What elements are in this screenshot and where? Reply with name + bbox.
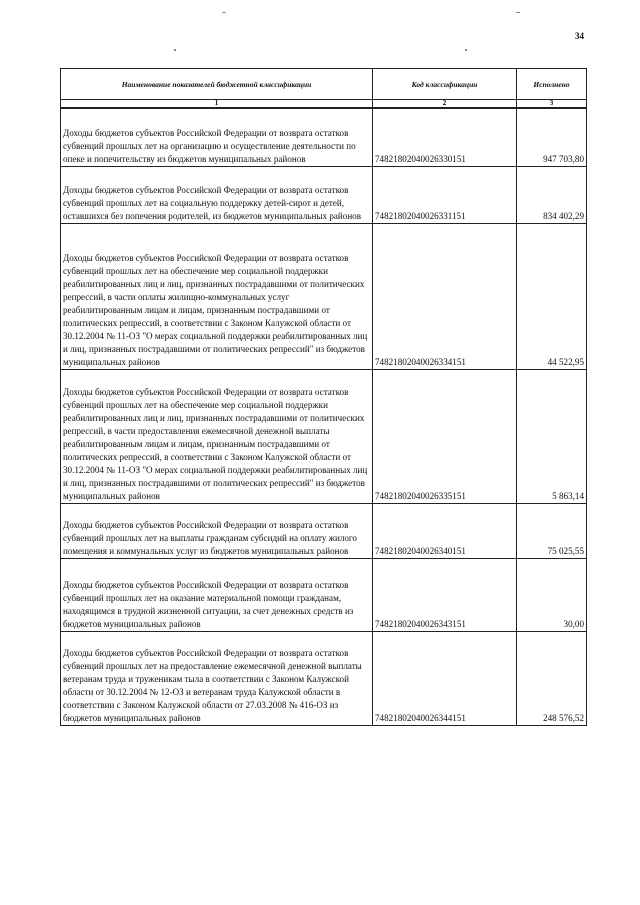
row-executed: 44 522,95: [517, 223, 587, 369]
column-number: 1: [61, 100, 373, 109]
table-row: [61, 166, 587, 223]
page-number: 34: [575, 31, 584, 41]
scan-speck: [516, 12, 520, 13]
row-name: Доходы бюджетов субъектов Российской Федерации от возврата остатков субвенций прошлых лет на обеспечение мер социальной поддержки реабилитированных лиц и лиц, признанных пострадавшими от политических репрессий, в части оплаты жилищно-коммунальных услуг реабилитированным лицам и лицам, признанным пострадавшими от политических репрессий, в соответствии с Законом Калужской области от 30.12.2004 № 11-ОЗ "О мерах социальной поддержки реабилитированных лиц и лиц, признанных пострадавшими от политических репрессий" из бюджетов муниципальных районов: [61, 223, 373, 369]
row-executed: 30,00: [517, 558, 587, 631]
row-executed: 834 402,29: [517, 166, 587, 223]
table-row: [61, 558, 587, 631]
row-code: 74821802040026343151: [373, 558, 517, 631]
row-name: Доходы бюджетов субъектов Российской Федерации от возврата остатков субвенций прошлых лет на выплаты гражданам субсидий на оплату жилого помещения и коммунальных услуг из бюджетов муниципальных районов: [61, 503, 373, 558]
table-row: [61, 223, 587, 369]
table-row: [61, 503, 587, 558]
row-name: Доходы бюджетов субъектов Российской Федерации от возврата остатков субвенций прошлых лет на социальную поддержку детей-сирот и детей, оставшихся без попечения родителей, из бюджетов муниципальных районов: [61, 166, 373, 223]
table-row: [61, 631, 587, 725]
column-number: 2: [373, 100, 517, 109]
budget-table: [60, 68, 587, 726]
header-name: Наименование показателей бюджетной классификации: [61, 69, 373, 100]
row-executed: 248 576,52: [517, 631, 587, 725]
row-code: 74821802040026340151: [373, 503, 517, 558]
header-executed: Исполнено: [517, 69, 587, 100]
scan-speck: [465, 49, 467, 51]
scan-speck: [222, 12, 226, 13]
scan-speck: [174, 49, 176, 51]
header-row: [61, 69, 587, 100]
row-executed: 75 025,55: [517, 503, 587, 558]
row-name: Доходы бюджетов субъектов Российской Федерации от возврата остатков субвенций прошлых лет на обеспечение мер социальной поддержки реабилитированных лиц и лиц, признанных пострадавшими от политических репрессий, в части предоставления ежемесячной денежной выплаты реабилитированным лицам и лицам, признанным пострадавшими от политических репрессий, в соответствии с Законом Калужской области от 30.12.2004 № 11-ОЗ "О мерах социальной поддержки реабилитированных лиц и лиц, признанных пострадавшими от политических репрессий" из бюджетов муниципальных районов: [61, 369, 373, 503]
row-name: Доходы бюджетов субъектов Российской Федерации от возврата остатков субвенций прошлых лет на организацию и осуществление деятельности по опеке и попечительству из бюджетов муниципальных районов: [61, 108, 373, 166]
table-row: [61, 108, 587, 166]
row-code: 74821802040026334151: [373, 223, 517, 369]
row-code: 74821802040026344151: [373, 631, 517, 725]
table-row: [61, 369, 587, 503]
row-name: Доходы бюджетов субъектов Российской Федерации от возврата остатков субвенций прошлых лет на предоставление ежемесячной денежной выплаты ветеранам труда и труженикам тыла в соответствии с Законом Калужской области от 30.12.2004 № 12-ОЗ и ветеранам труда Калужской области в соответствии с Законом Калужской области от 27.03.2008 № 416-ОЗ из бюджетов муниципальных районов: [61, 631, 373, 725]
row-executed: 5 863,14: [517, 369, 587, 503]
column-number: 3: [517, 100, 587, 109]
header-code: Код классификации: [373, 69, 517, 100]
column-number-row: [61, 100, 587, 109]
row-name: Доходы бюджетов субъектов Российской Федерации от возврата остатков субвенций прошлых лет на оказание материальной помощи гражданам, находящимся в трудной жизненной ситуации, за счет денежных средств из бюджетов муниципальных районов: [61, 558, 373, 631]
row-code: 74821802040026330151: [373, 108, 517, 166]
row-code: 74821802040026335151: [373, 369, 517, 503]
row-executed: 947 703,80: [517, 108, 587, 166]
row-code: 74821802040026331151: [373, 166, 517, 223]
